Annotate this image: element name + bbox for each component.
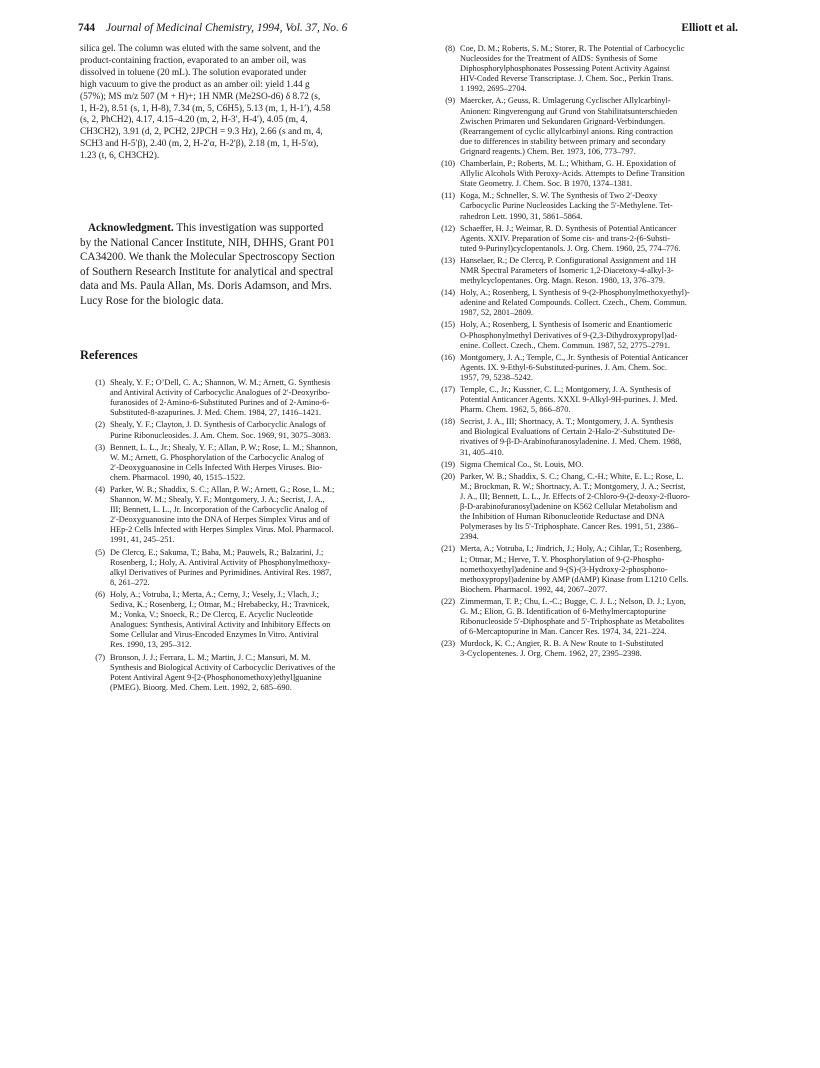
reference-number: (8) (445, 44, 455, 53)
reference-line: M.; Brockman, R. W.; Shortnacy, A. T.; Montgomery, J. A.; Secrist, (460, 481, 686, 491)
reference-text (110, 378, 405, 418)
reference-line: Sediva, K.; Rosenberg, I.; Otmar, M.; Hrebabecky, H.; Travnicek, (110, 600, 330, 610)
reference-number: (23) (441, 639, 455, 649)
reference-text (110, 548, 405, 588)
reference-item (430, 639, 742, 659)
reference-line: Chamberlain, P.; Roberts, M. L.; Whitham, G. H. Epoxidation of (460, 159, 677, 169)
journal-citation: Journal of Medicinal Chemistry, 1994, Vol. 37, No. 6 (105, 22, 348, 34)
reference-item (430, 256, 742, 286)
reference-text (460, 472, 742, 543)
reference-text (110, 420, 405, 440)
reference-text (460, 96, 742, 157)
reference-item (430, 224, 742, 254)
reference-line: Bronson, J. J.; Ferrara, L. M.; Martin, J. C.; Mansuri, M. M. (110, 652, 311, 662)
reference-line: Montgomery, J. A.; Temple, C., Jr. Synthesis of Potential Anticancer (460, 352, 689, 362)
text-line: silica gel. The column was eluted with the same solvent, and the (80, 44, 321, 54)
reference-number: (18) (441, 417, 455, 427)
reference-number: (16) (441, 352, 455, 362)
reference-number: (1) (95, 378, 105, 388)
reference-item (430, 597, 742, 637)
reference-line: Shannon, W. M.; Shealy, Y. F.; Montgomery, J. A.; Secrist, J. A., (110, 495, 325, 505)
reference-text (460, 288, 742, 318)
reference-line: Holy, A.; Votruba, I.; Merta, A.; Cerny, J.; Vesely, J.; Vlach, J.; (110, 589, 319, 599)
reference-number: (17) (441, 385, 455, 394)
reference-line: De Clercq, E.; Sakuma, T.; Baba, M.; Pauwels, R.; Balzarini, J.; (110, 547, 324, 557)
reference-item (430, 191, 742, 221)
reference-line: (Rearrangement of cyclic allylcarbinyl anions. Ring contraction (460, 126, 673, 136)
reference-text (460, 385, 742, 415)
text-line: dissolved in toluene (20 mL). The solution evaporated under (80, 67, 307, 78)
reference-text (460, 639, 742, 659)
experimental-text (80, 44, 405, 163)
reference-line: 1991, 41, 245–251. (110, 535, 175, 545)
reference-line: Koga, M.; Schneller, S. W. The Synthesis of Two 2′-Deoxy (460, 191, 658, 201)
reference-line: (PMEG). Bioorg. Med. Chem. Lett. 1992, 2, 685–690. (110, 682, 292, 692)
reference-text (460, 417, 742, 457)
reference-text (460, 256, 742, 286)
reference-line: Some Cellular and Virus-Encoded Enzymes In Vitro. Antiviral (110, 630, 319, 640)
reference-number: (10) (441, 159, 455, 169)
reference-line: Substituted-8-azapurines. J. Med. Chem. 1984, 27, 1416–1421. (110, 408, 322, 418)
reference-item (430, 544, 742, 594)
reference-line: chem. Pharmacol. 1990, 40, 1515–1522. (110, 472, 246, 482)
reference-line: Grignard reagents.) Chem. Ber. 1973, 106, 773–797. (460, 146, 636, 156)
reference-line: J. A., III; Bennett, L. L., Jr. Effects of 2-Chloro-9-(2-deoxy-2-fluoro- (460, 491, 690, 501)
reference-line: W. M.; Arnett, G. Phosphorylation of the Carbocyclic Analog of (110, 452, 325, 462)
reference-line: Zwischen Primaren und Sekundaren Grignard-Verbindungen. (460, 116, 666, 126)
reference-item (80, 420, 405, 440)
reference-line: and Biological Evaluations of Certain 2-Halo-2′-Substituted De- (460, 427, 676, 437)
text-line: data and Ms. Paula Allan, Ms. Doris Adamson, and Mrs. (80, 280, 332, 293)
text-line: Lucy Rose for the biologic data. (80, 294, 224, 307)
reference-line: O-Phosphonylmethyl Derivatives of 9-(2,3-Dihydroxypropyl)ad- (460, 330, 678, 340)
reference-line: methoxypropyl)adenine by AMP (dAMP) Kinase from L1210 Cells. (460, 574, 689, 584)
header-authors: Elliott et al. (681, 22, 738, 34)
reference-line: Merta, A.; Votruba, I.; Jindrich, J.; Holy, A.; Cihlar, T.; Rosenberg, (460, 544, 682, 554)
text-line: CA34200. We thank the Molecular Spectroscopy Section (80, 251, 335, 264)
reference-item (430, 417, 742, 457)
reference-line: Purine Ribonucleosides. J. Am. Chem. Soc. 1969, 91, 3075–3083. (110, 430, 331, 440)
reference-line: HIV-Coded Reverse Transcriptase. J. Chem. Soc., Perkin Trans. (460, 74, 674, 84)
reference-text (460, 191, 742, 221)
reference-text (110, 653, 405, 693)
reference-item (430, 44, 742, 94)
text-line: product-containing fraction, evaporated to an amber oil, was (80, 55, 306, 66)
reference-line: Secrist, J. A., III; Shortnacy, A. T.; Montgomery, J. A. Synthesis (460, 417, 674, 427)
reference-item (430, 159, 742, 189)
reference-line: I.; Otmar, M.; Herve, T. Y. Phosphorylation of 9-(2-Phospho- (460, 554, 665, 564)
reference-item (80, 590, 405, 651)
reference-number: (9) (445, 96, 455, 106)
reference-line: Zimmerman, T. P.; Chu, L.-C.; Bugge, C. J. L.; Nelson, D. J.; Lyon, (460, 596, 686, 606)
reference-text (110, 485, 405, 546)
reference-number: (2) (95, 420, 105, 430)
reference-line: Maercker, A.; Geuss, R. Umlagerung Cyclischer Allylcarbinyl- (460, 96, 671, 106)
reference-text (460, 159, 742, 189)
reference-line: Parker, W. B.; Shaddix, S. C.; Allan, P. W.; Arnett, G.; Rose, L. M.; (110, 485, 335, 494)
reference-line: nomethoxyethyl)adenine and 9-(S)-(3-Hydroxy-2-phosphono- (460, 564, 668, 574)
reference-text (460, 597, 742, 637)
reference-line: 1957, 79, 5238–5242. (460, 372, 534, 382)
acknowledgment-first-line (80, 221, 405, 236)
text-line: (s, 2, PhCH2), 4.17, 4.15–4.20 (m, 2, H-3′, H-4′), 4.05 (m, 4, (80, 115, 308, 126)
reference-line: 31, 405–410. (460, 447, 504, 457)
reference-line: State Geometry. J. Chem. Soc. B 1970, 1374–1381. (460, 179, 633, 189)
reference-number: (6) (95, 589, 105, 599)
reference-line: Temple, C., Jr.; Kussner, C. L.; Montgomery, J. A. Synthesis of (460, 385, 671, 394)
reference-line: β-D-arabinofuranosyl)adenine on K562 Cellular Metabolism and (460, 502, 678, 512)
reference-line: Carbocyclic Purine Nucleosides Lacking the 5′-Methylene. Tet- (460, 201, 673, 211)
reference-item (80, 653, 405, 693)
reference-item (430, 96, 742, 157)
reference-line: Parker, W. B.; Shaddix, S. C.; Chang, C.-H.; White, E. L.; Rose, L. (460, 471, 684, 481)
reference-number: (21) (441, 544, 455, 554)
reference-number: (14) (441, 288, 455, 298)
text-line: (57%); MS m/z 507 (M + H)+; 1H NMR (Me2SO-d6) δ 8.72 (s, (80, 91, 321, 102)
reference-line: 2′-Deoxyguanosine in Cells Infected With Herpes Viruses. Bio- (110, 462, 323, 472)
reference-text (110, 590, 405, 651)
reference-item (430, 288, 742, 318)
references-heading: References (80, 348, 138, 363)
left-column (80, 44, 405, 695)
reference-line: Ribonucleoside 5′-Diphosphate and 5′-Triphosphate as Metabolites (460, 617, 685, 627)
reference-line: Holy, A.; Rosenberg, I. Synthesis of Isomeric and Enantiomeric (460, 320, 673, 330)
reference-line: Shealy, Y. F.; O’Dell, C. A.; Shannon, W. M.; Arnett, G. Synthesis (110, 378, 331, 388)
header-left (78, 22, 347, 34)
reference-number: (19) (441, 459, 455, 469)
reference-line: Coe, D. M.; Roberts, S. M.; Storer, R. The Potential of Carbocyclic (460, 44, 685, 53)
reference-line: furanosides of 2-Amino-6-Substituted Purines and of 2-Amino-6- (110, 398, 330, 408)
acknowledgment-line: This investigation was supported (173, 222, 324, 235)
references-list-left (80, 378, 405, 693)
reference-text (460, 224, 742, 254)
reference-line: enine. Collect. Czech., Chem. Commun. 1987, 52, 2775–2791. (460, 340, 670, 350)
reference-line: III; Bennett, L. L., Jr. Incorporation of the Carbocyclic Analog of (110, 505, 328, 515)
reference-item (430, 472, 742, 543)
reference-line: Synthesis and Biological Activity of Carbocyclic Derivatives of the (110, 662, 336, 672)
reference-line: Rosenberg, I.; Holy, A. Antiviral Activity of Phosphonylmethoxy- (110, 557, 331, 567)
reference-line: Murdock, K. C.; Angier, R. B. A New Route to 1-Substituted (460, 639, 664, 649)
reference-line: of 6-Mercaptopurine in Man. Cancer Res. 1974, 34, 221–224. (460, 627, 667, 637)
reference-item (430, 320, 742, 350)
acknowledgment-rest (80, 236, 405, 309)
reference-line: NMR Spectral Parameters of Isomeric 1,2-Diacetoxy-4-alkyl-3- (460, 265, 674, 275)
reference-number: (11) (441, 191, 455, 201)
reference-line: G. M.; Elion, G. B. Identification of 6-Methylmercaptopurine (460, 606, 666, 616)
reference-line: Schaeffer, H. J.; Weimar, R. D. Synthesis of Potential Anticancer (460, 223, 677, 233)
reference-text (460, 320, 742, 350)
reference-item (80, 548, 405, 588)
reference-line: 1987, 52, 2801–2809. (460, 308, 534, 318)
text-line: SCH3 and H-5′β), 2.40 (m, 2, H-2′α, H-2′β), 2.18 (m, 1, H-5′α), (80, 139, 319, 150)
text-line: by the National Cancer Institute, NIH, DHHS, Grant P01 (80, 236, 335, 249)
reference-line: rahedron Lett. 1990, 31, 5861–5864. (460, 211, 583, 221)
reference-line: 8, 261–272. (110, 577, 150, 587)
reference-line: Hanselaer, R.; De Clercq, P. Configurational Assignment and 1H (460, 255, 677, 265)
reference-item (430, 460, 742, 470)
reference-line: methylcyclopentanes. Org. Magn. Reson. 1980, 13, 376–379. (460, 276, 665, 286)
reference-number: (5) (95, 547, 105, 557)
reference-line: Holy, A.; Rosenberg, I. Synthesis of 9-(2-Phosphonylmethoxyethyl)- (460, 288, 690, 298)
text-line: CH3CH2), 3.91 (d, 2, PCH2, 2JPCH = 9.3 Hz), 2.66 (s and m, 4, (80, 127, 323, 138)
reference-number: (13) (441, 255, 455, 265)
reference-line: Polymerases by Its 5′-Triphosphate. Cancer Res. 1991, 51, 2386– (460, 522, 679, 532)
text-line: high vacuum to give the product as an amber oil: yield 1.44 g (80, 79, 310, 90)
reference-item (80, 378, 405, 418)
reference-line: adenine and Related Compounds. Collect. Czech., Chem. Commun. (460, 298, 687, 308)
reference-line: HEp-2 Cells Infected with Herpes Simplex Virus. Mol. Pharmacol. (110, 525, 334, 535)
references-list-right (430, 44, 742, 659)
reference-item (430, 385, 742, 415)
reference-line: Diphosphorylphosphonates Possessing Potent Activity Against (460, 64, 670, 74)
text-line: of Southern Research Institute for analytical and spectral (80, 265, 334, 278)
acknowledgment-paragraph (80, 221, 405, 308)
reference-line: Pharm. Chem. 1962, 5, 866–870. (460, 405, 571, 415)
reference-text (460, 353, 742, 383)
reference-line: alkyl Derivatives of Purines and Pyrimidines. Antiviral Res. 1987, (110, 567, 332, 577)
running-header (78, 22, 738, 38)
reference-line: Biochem. Pharmacol. 1992, 44, 2067–2077. (460, 584, 608, 594)
reference-line: due to differences in stability between primary and secondary (460, 136, 666, 146)
reference-line: and Antiviral Activity of Carbocyclic Analogues of 2′-Deoxyribo- (110, 388, 330, 398)
reference-line: Potential Anticancer Agents. XXXI. 9-Alkyl-9H-purines. J. Med. (460, 395, 678, 405)
text-line: 1, H-2), 8.51 (s, 1, H-8), 7.34 (m, 5, C6H5), 5.13 (m, 1, H-1′), 4.58 (80, 103, 331, 114)
reference-line: Shealy, Y. F.; Clayton, J. D. Synthesis of Carbocyclic Analogs of (110, 420, 326, 430)
reference-item (430, 353, 742, 383)
reference-line: Anionen: Ringverengung auf Grund von Stabilitatsunterschieden (460, 106, 678, 116)
reference-number: (7) (95, 652, 105, 662)
reference-number: (15) (441, 320, 455, 330)
reference-number: (12) (441, 223, 455, 233)
reference-line: Nucleosides for the Treatment of AIDS: Synthesis of Some (460, 54, 658, 64)
reference-line: 1 1992, 2695–2704. (460, 84, 527, 94)
right-column (430, 44, 742, 661)
reference-number: (22) (441, 596, 455, 606)
reference-line: Analogues: Synthesis, Antiviral Activity and Inhibitory Effects on (110, 620, 331, 630)
reference-item (80, 485, 405, 546)
reference-line: Sigma Chemical Co., St. Louis, MO. (460, 459, 584, 469)
reference-text (460, 460, 742, 470)
reference-item (80, 443, 405, 483)
text-line: 1.23 (t, 6, CH3CH2). (80, 151, 160, 162)
acknowledgment-heading: Acknowledgment. (88, 222, 174, 235)
reference-text (460, 544, 742, 594)
reference-line: Res. 1990, 13, 295–312. (110, 640, 192, 650)
reference-line: the Inhibition of Human Ribonucleotide Reductase and DNA (460, 512, 665, 522)
reference-line: Allylic Alcohols With Peroxy-Acids. Attempts to Define Transition (460, 169, 685, 179)
reference-number: (20) (441, 471, 455, 481)
reference-number: (4) (95, 485, 105, 494)
reference-text (110, 443, 405, 483)
reference-line: 2′-Deoxyguanosine into the DNA of Herpes Simplex Virus and of (110, 515, 330, 525)
reference-line: 3-Cyclopentenes. J. Org. Chem. 1962, 27, 2395–2398. (460, 649, 642, 659)
reference-line: rivatives of 9-β-D-Arabinofuranosyladenine. J. Med. Chem. 1988, (460, 437, 682, 447)
reference-line: Agents. XXIV. Preparation of Some cis- and trans-2-(6-Substi- (460, 233, 671, 243)
reference-text (460, 44, 742, 94)
reference-number: (3) (95, 442, 105, 452)
reference-line: Agents. IX. 9-Ethyl-6-Substituted-purines. J. Am. Chem. Soc. (460, 362, 667, 372)
reference-line: tuted 9-Purinyl)cyclopentanols. J. Org. Chem. 1960, 25, 774–776. (460, 243, 681, 253)
reference-line: M.; Vonka, V.; Snoeck, R.; De Clercq, E. Acyclic Nucleotide (110, 610, 313, 620)
page-number: 744 (78, 22, 96, 34)
reference-line: Bennett, L. L., Jr.; Shealy, Y. F.; Allan, P. W.; Rose, L. M.; Shannon, (110, 442, 338, 452)
reference-line: Potent Antiviral Agent 9-[2-(Phosphonomethoxy)ethyl]guanine (110, 672, 322, 682)
reference-line: 2394. (460, 532, 479, 542)
